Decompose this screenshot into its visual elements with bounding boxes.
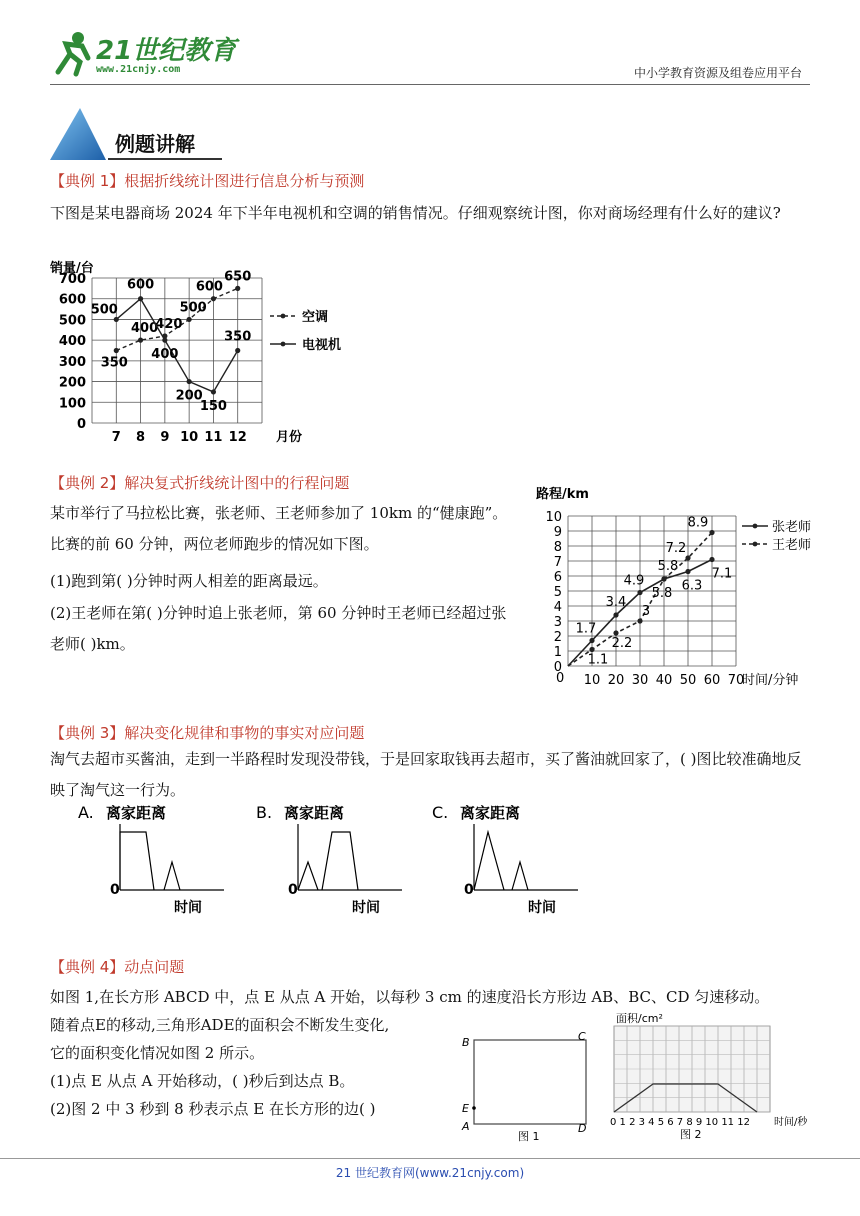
chart1-xtick: 9 (160, 430, 170, 445)
graph-a-ylabel: 离家距离 (106, 804, 167, 822)
chart2-ytick: 1 (553, 645, 562, 660)
ex2-q2: (2)王老师在第( )分钟时追上张老师，第 60 分钟时王老师已经超过张老师( )km。 (50, 604, 507, 653)
chart1-data-label: 150 (199, 398, 227, 414)
chart1-xtick: 10 (180, 430, 199, 445)
chart1-data-label: 600 (195, 279, 223, 295)
ex4-q2: (2)图 2 中 3 秒到 8 秒表示点 E 在长方形的边( ) (50, 1100, 376, 1118)
chart1-data-label: 500 (90, 302, 118, 318)
chart1-data-label: 350 (100, 355, 128, 371)
graph-c-ylabel: 离家距离 (460, 804, 521, 822)
graph-c-letter: C. (432, 803, 449, 822)
chart2-ytick: 0 (553, 660, 562, 675)
chart1-point (138, 296, 143, 301)
logo-text: 21世纪教育 (96, 36, 237, 66)
chart2-ylabel: 路程/km (536, 487, 589, 502)
chart1-data-label: 650 (224, 269, 252, 285)
ex4-text3: 它的面积变化情况如图 2 所示。 (50, 1044, 265, 1062)
chart2-data-label: 5.8 (651, 586, 673, 601)
fig2-ylabel: 面积/cm² (616, 1012, 663, 1025)
chart1-point (235, 286, 240, 291)
chart1-xlabel: 月份 (276, 430, 303, 445)
fig2-area-graph (600, 1012, 840, 1146)
chart1-legend-marker (281, 314, 286, 319)
chart2-point (637, 590, 642, 595)
chart1-ytick: 0 (76, 417, 86, 432)
fig1-rectangle (458, 1022, 608, 1146)
chart2-data-label: 6.3 (681, 578, 703, 594)
chart2-data-label: 1.1 (587, 652, 609, 668)
chart1-data-label: 500 (179, 300, 207, 316)
chart1-point (114, 348, 119, 353)
chart2-xtick: 60 (703, 673, 721, 688)
graph-b-origin: 0 (288, 882, 298, 898)
chart2-ytick: 2 (553, 630, 562, 645)
logo (48, 28, 98, 78)
graph-b-ylabel: 离家距离 (284, 804, 345, 822)
chart2-point (685, 555, 690, 560)
chart2-data-label: 7.2 (665, 541, 687, 556)
chart2-ytick: 9 (553, 525, 562, 540)
section-title: 例题讲解 (115, 132, 195, 156)
chart2-data-label: 1.7 (575, 621, 597, 637)
chart2-xtick: 70 (727, 673, 745, 688)
chart2-data-label: 5.8 (657, 559, 679, 574)
chart2-legend-label: 张老师 (772, 520, 812, 535)
ex4-text2: 随着点E的移动,三角形ADE的面积会不断发生变化, (50, 1016, 390, 1034)
chart-sales (50, 258, 350, 448)
chart2-ytick: 3 (553, 615, 562, 630)
chart1-ylabel: 销量/台 (50, 261, 94, 276)
chart2-xtick: 30 (631, 673, 649, 688)
ex4-title: 【典例 4】动点问题 (50, 958, 185, 976)
chart1-data-label: 200 (175, 388, 203, 404)
chart2-ytick: 6 (553, 570, 562, 585)
ex2-q1: (1)跑到第( )分钟时两人相差的距离最远。 (50, 572, 328, 590)
svg-text:B: B (462, 1036, 470, 1049)
chart1-data-label: 420 (155, 317, 183, 332)
chart2-data-label: 3 (641, 604, 651, 619)
chart1-xtick: 7 (111, 430, 121, 445)
chart2-point (637, 618, 642, 623)
chart1-xtick: 11 (204, 430, 223, 445)
chart1-data-label: 600 (127, 277, 155, 293)
chart2-data-label: 7.1 (711, 566, 733, 582)
chart1-data-label: 400 (131, 321, 159, 337)
chart2-ytick: 5 (553, 585, 562, 600)
chart2-point (709, 557, 714, 562)
chart1-point (114, 317, 119, 322)
chart2-legend-marker (753, 542, 758, 547)
section-triangle-icon (48, 106, 108, 166)
graph-b (252, 798, 422, 918)
chart1-legend-label: 空调 (302, 310, 329, 325)
chart2-data-label: 4.9 (623, 573, 645, 589)
chart1-point (235, 348, 240, 353)
chart2-ytick: 8 (553, 540, 562, 555)
chart2-legend-marker (753, 524, 758, 529)
chart1-ytick: 600 (58, 292, 86, 308)
chart1-data-label: 400 (151, 347, 179, 363)
chart1-legend-marker (281, 342, 286, 347)
svg-text:A: A (462, 1120, 470, 1133)
chart1-ytick: 400 (58, 334, 86, 350)
footer-divider (0, 1158, 860, 1159)
graph-b-xlabel: 时间 (352, 900, 380, 916)
header-divider (50, 84, 810, 85)
svg-text:D: D (578, 1122, 587, 1135)
chart1-legend-label: 电视机 (302, 338, 342, 353)
ex4-q1: (1)点 E 从点 A 开始移动，( )秒后到达点 B。 (50, 1072, 355, 1090)
chart1-series-line (116, 299, 237, 392)
chart2-point (589, 638, 594, 643)
graph-a-origin: 0 (110, 882, 120, 898)
chart1-xtick: 8 (136, 430, 146, 445)
svg-text:C: C (578, 1030, 586, 1043)
chart2-point (613, 630, 618, 635)
chart1-point (187, 379, 192, 384)
chart2-data-label: 3.4 (605, 595, 627, 610)
chart2-xtick: 20 (607, 673, 625, 688)
chart1-point (162, 338, 167, 343)
ex3-text: 淘气去超市买酱油，走到一半路程时发现没带钱，于是回家取钱再去超市，买了酱油就回家了，( )图比较准确地反映了淘气这一行为。 (50, 750, 802, 799)
chart2-xtick: 50 (679, 673, 697, 688)
chart2-ytick: 10 (545, 510, 562, 525)
chart2-ytick: 4 (553, 600, 562, 615)
chart2-xlabel: 时间/分钟 (742, 673, 799, 688)
chart1-point (211, 389, 216, 394)
chart1-data-label: 350 (224, 329, 252, 345)
header-platform-text: 中小学教育资源及组卷应用平台 (633, 66, 802, 80)
chart2-ytick: 7 (553, 555, 562, 570)
fig2-xlabel: 时间/秒 (774, 1117, 808, 1128)
ex1-title: 【典例 1】根据折线统计图进行信息分析与预测 (50, 172, 365, 190)
chart2-origin: 0 (556, 671, 565, 686)
graph-a-xlabel: 时间 (174, 900, 202, 916)
graph-a-letter: A. (78, 803, 94, 822)
chart1-point (187, 317, 192, 322)
chart1-ytick: 500 (58, 313, 86, 329)
chart2-point (589, 647, 594, 652)
svg-text:E: E (462, 1102, 469, 1115)
chart1-point (138, 338, 143, 343)
ex3-title: 【典例 3】解决变化规律和事物的事实对应问题 (50, 724, 365, 742)
chart2-xtick: 10 (583, 673, 601, 688)
graph-a (74, 798, 244, 918)
chart1-ytick: 700 (58, 272, 86, 287)
chart1-ytick: 100 (58, 396, 86, 412)
chart1-point (211, 296, 216, 301)
ex4-text1: 如图 1,在长方形 ABCD 中，点 E 从点 A 开始，以每秒 3 cm 的速度沿长方形边 AB、BC、CD 匀速移动。 (50, 988, 770, 1006)
fig2-caption: 图 2 (680, 1128, 702, 1141)
chart2-point (685, 569, 690, 574)
chart1-xtick: 12 (228, 430, 247, 445)
chart-marathon (528, 480, 848, 690)
section-underline (108, 158, 222, 160)
graph-c (428, 798, 598, 918)
chart1-ytick: 300 (58, 354, 86, 370)
chart2-point (709, 530, 714, 535)
graph-c-xlabel: 时间 (528, 900, 556, 916)
chart2-point (661, 576, 666, 581)
svg-text:图 1: 图 1 (518, 1130, 540, 1143)
chart2-xtick: 40 (655, 673, 673, 688)
logo-url: www.21cnjy.com (96, 64, 181, 75)
ex2-title: 【典例 2】解决复式折线统计图中的行程问题 (50, 474, 350, 492)
fig2-xticks: 0 1 2 3 4 5 6 7 8 9 10 11 12 (610, 1117, 750, 1128)
ex1-text: 下图是某电器商场 2024 年下半年电视机和空调的销售情况。仔细观察统计图，你对商场经理有什么好的建议? (50, 204, 781, 222)
chart2-data-label: 8.9 (687, 515, 709, 531)
footer-text: 21 世纪教育网(www.21cnjy.com) (335, 1166, 525, 1180)
graph-c-origin: 0 (464, 882, 474, 898)
ex2-text: 某市举行了马拉松比赛，张老师、王老师参加了 10km 的“健康跑”。比赛的前 60 分钟，两位老师跑步的情况如下图。 (50, 504, 508, 553)
graph-b-letter: B. (256, 803, 273, 822)
chart2-point (613, 612, 618, 617)
chart2-data-label: 2.2 (611, 636, 633, 651)
chart2-legend-label: 王老师 (772, 538, 812, 553)
chart1-ytick: 200 (58, 375, 86, 391)
